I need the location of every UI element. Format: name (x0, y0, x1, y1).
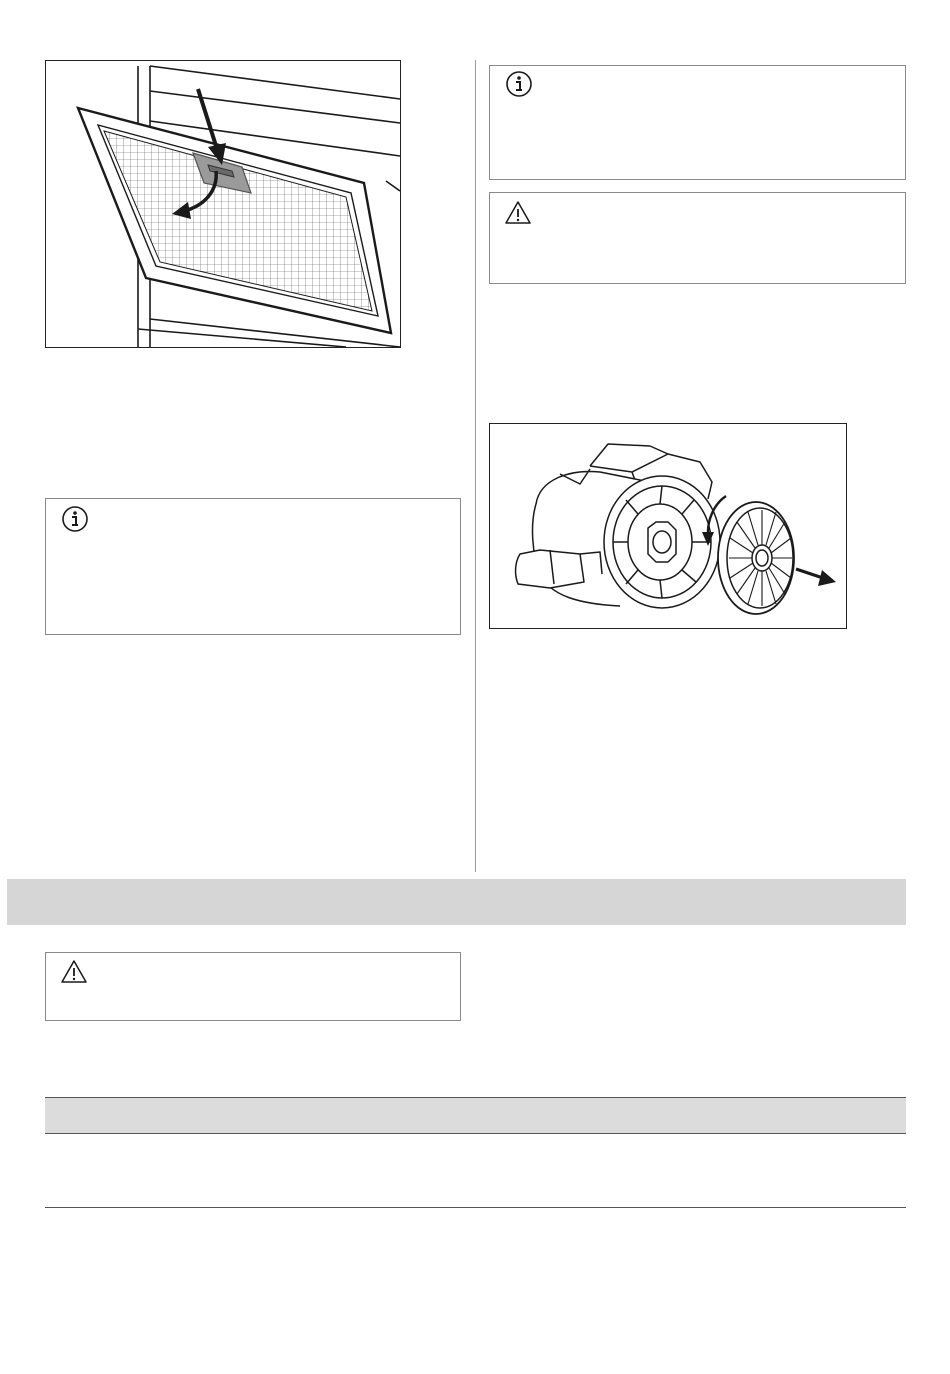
warning-icon (60, 959, 88, 984)
column-divider (475, 60, 476, 872)
info-icon (505, 70, 533, 98)
warning-note-box (489, 192, 906, 284)
carbon-filter-removal-illustration (490, 424, 846, 628)
grease-filter-illustration (45, 60, 401, 348)
table-header (45, 1097, 906, 1134)
warning-note-box (45, 952, 461, 1021)
section-heading-band (7, 879, 906, 925)
grease-filter-removal-illustration (46, 61, 400, 347)
carbon-filter-illustration (489, 423, 847, 629)
info-icon (61, 505, 89, 533)
info-note-box (45, 498, 461, 635)
info-note-box (489, 65, 906, 180)
warning-icon (504, 200, 532, 225)
table-row (45, 1134, 906, 1208)
